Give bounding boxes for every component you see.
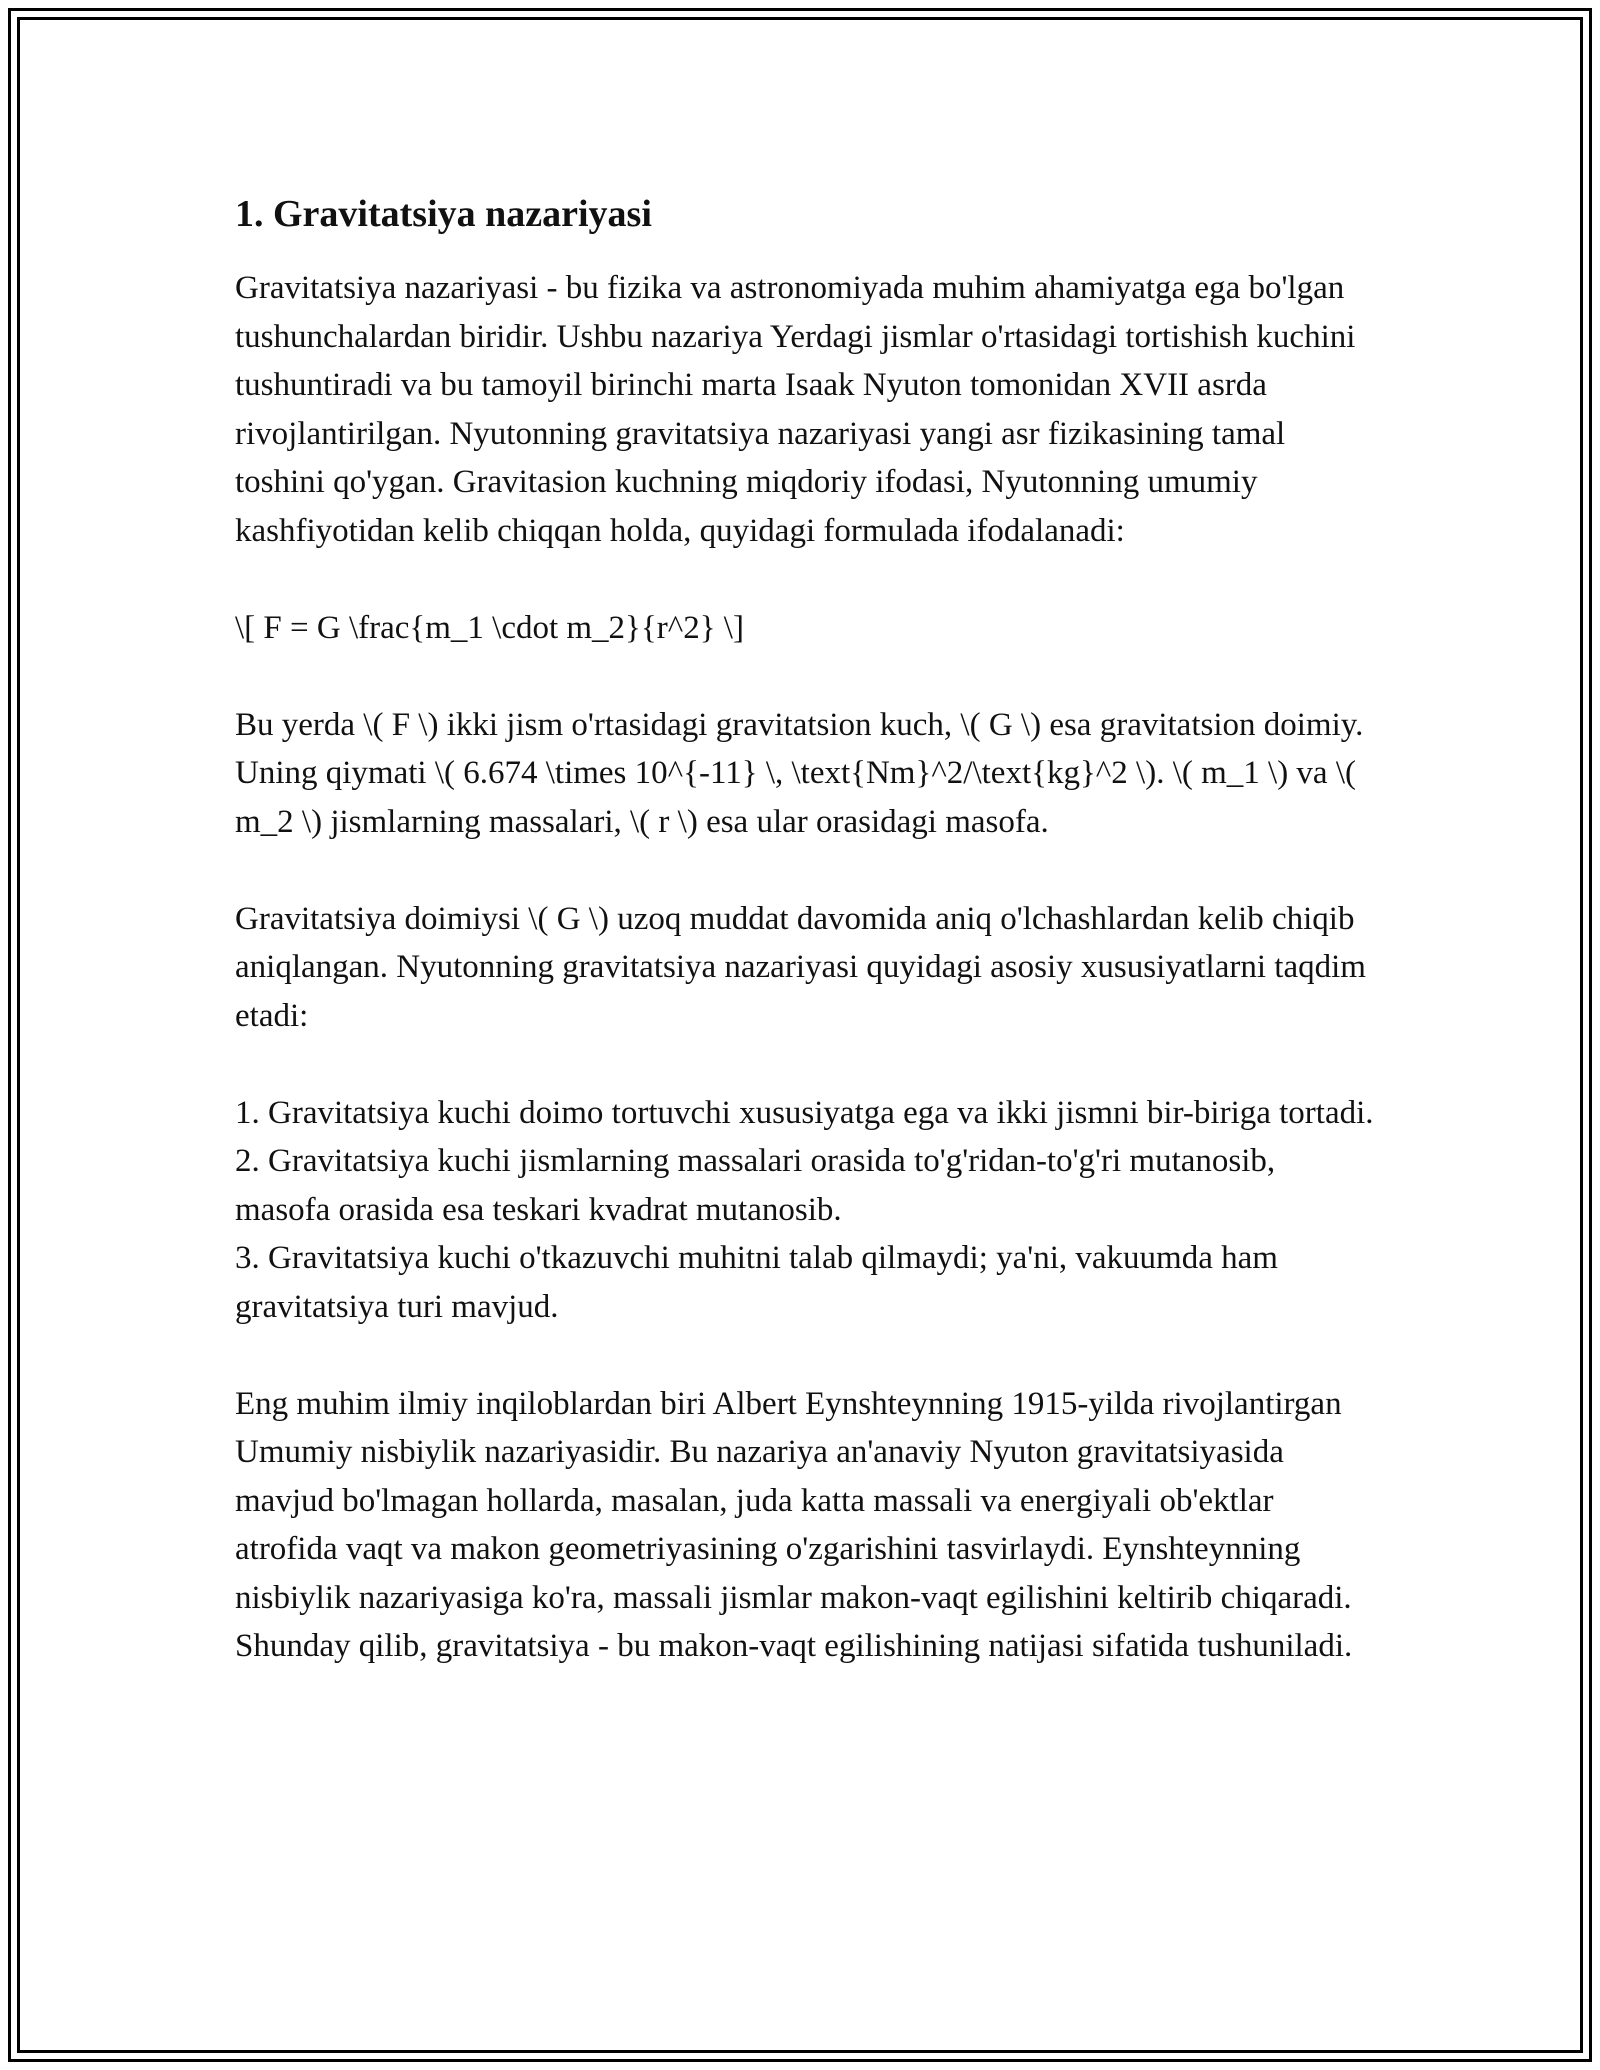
- paragraph-spacer: [235, 1331, 1375, 1380]
- paragraph-spacer: [235, 1040, 1375, 1089]
- list-item-1: 1. Gravitatsiya kuchi doimo tortuvchi xususiyatga ega va ikki jismni bir-biriga tortadi.: [235, 1094, 1374, 1131]
- intro-paragraph: Gravitatsiya nazariyasi - bu fizika va astronomiyada muhim ahamiyatga ega bo'lgan tushunchalardan biridir. Ushbu nazariya Yerdagi jismlar o'rtasidagi tortishish kuchini tushuntiradi va bu tamoyil birinchi marta Isaak Nyuton tomonidan XVII asrda rivojlantirilgan. Nyutonning gravitatsiya nazariyasi yangi asr fizikasining tamal toshini qo'ygan. Gravitasion kuchning miqdoriy ifodasi, Nyutonning umumiy kashfiyotidan kelib chiqqan holda, quyidagi formulada ifodalanadi:: [235, 270, 1356, 549]
- formula-explanation-paragraph: Bu yerda \( F \) ikki jism o'rtasidagi gravitatsion kuch, \( G \) esa gravitatsion doimiy. Uning qiymati \( 6.674 \times 10^{-11} \, \text{Nm}^2/\text{kg}^2 \). \( m_1 \) va \( m_2 \) jismlarning massalari, \( r \) esa ular orasidagi masofa.: [235, 706, 1364, 840]
- paragraph-spacer: [235, 846, 1375, 895]
- relativity-paragraph: Eng muhim ilmiy inqiloblardan biri Albert Eynshteynning 1915-yilda rivojlantirgan Umumiy nisbiylik nazariyasidir. Bu nazariya an'anaviy Nyuton gravitatsiyasida mavjud bo'lmagan hollarda, masalan, juda katta massali va energiyali ob'ektlar atrofida vaqt va makon geometriyasining o'zgarishini tasvirlaydi. Eynshteynning nisbiylik nazariyasiga ko'ra, massali jismlar makon-vaqt egilishini keltirib chiqaradi. Shunday qilib, gravitatsiya - bu makon-vaqt egilishining natijasi sifatida tushuniladi.: [235, 1385, 1353, 1664]
- list-item-3: 3. Gravitatsiya kuchi o'tkazuvchi muhitni talab qilmaydi; ya'ni, vakuumda ham gravitatsiya turi mavjud.: [235, 1240, 1278, 1325]
- formula-line: \[ F = G \frac{m_1 \cdot m_2}{r^2} \]: [235, 609, 744, 646]
- constant-paragraph: Gravitatsiya doimiysi \( G \) uzoq muddat davomida aniq o'lchashlardan kelib chiqib aniqlangan. Nyutonning gravitatsiya nazariyasi quyidagi asosiy xususiyatlarni taqdim etadi:: [235, 900, 1366, 1034]
- paragraph-spacer: [235, 652, 1375, 701]
- document-body: [235, 186, 1375, 1671]
- section-heading: 1. Gravitatsiya nazariyasi: [235, 193, 652, 235]
- paragraph-spacer: [235, 555, 1375, 604]
- list-item-2: 2. Gravitatsiya kuchi jismlarning massalari orasida to'g'ridan-to'g'ri mutanosib, masofa orasida esa teskari kvadrat mutanosib.: [235, 1143, 1276, 1228]
